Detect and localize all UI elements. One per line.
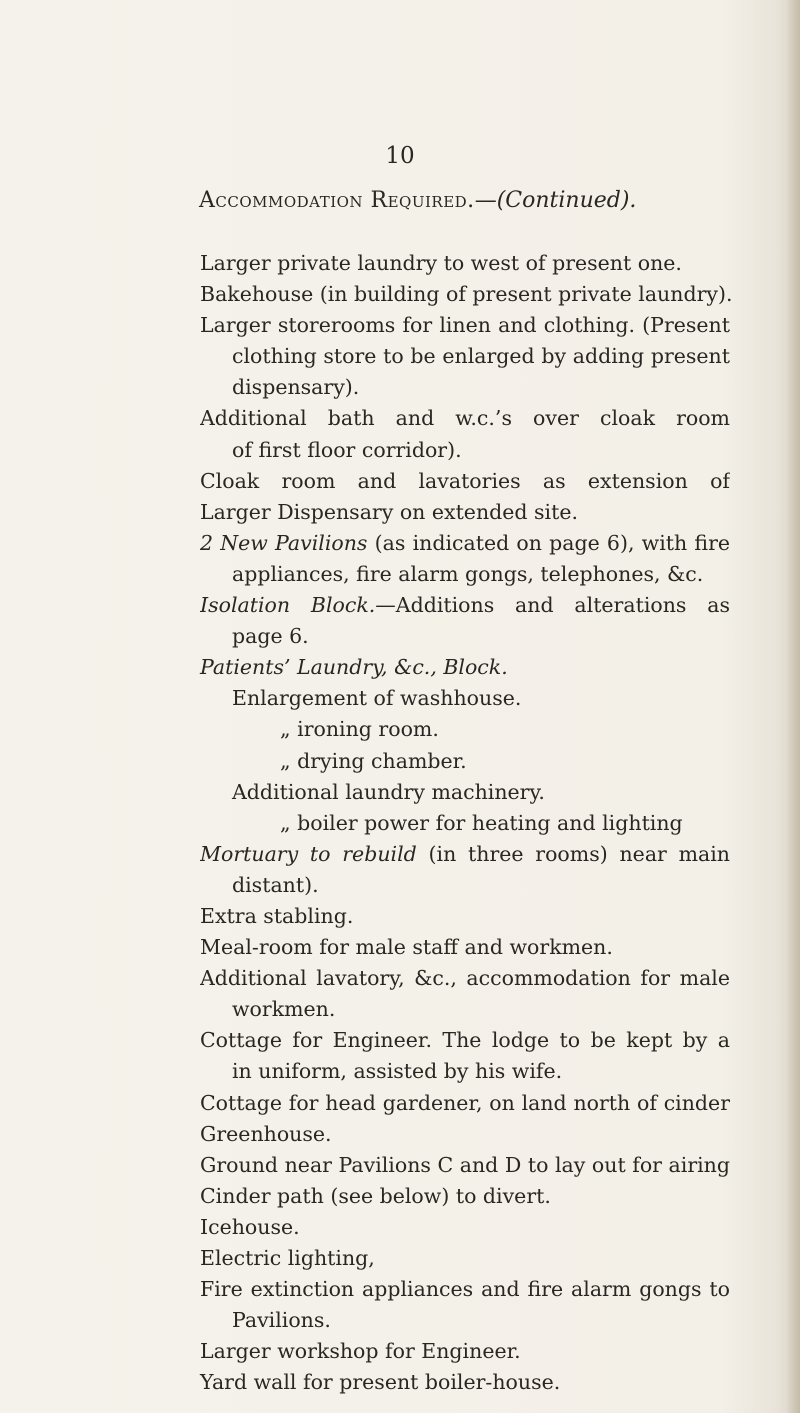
list-item-continuation: Pavilions. — [232, 1308, 331, 1333]
accommodation-list — [200, 248, 733, 1398]
list-item: Larger storerooms for linen and clothing. (Present — [200, 313, 730, 338]
page-number: 10 — [385, 143, 415, 169]
list-item: Larger private laundry to west of present one. — [200, 251, 682, 275]
list-item-continuation: workmen. — [232, 997, 336, 1022]
page-edge-shadow — [786, 0, 800, 1413]
item-heading: Mortuary to rebuild — [200, 841, 417, 866]
list-item-continuation: clothing store to be enlarged by adding present — [232, 344, 730, 369]
list-item-continuation: page 6. — [232, 624, 309, 649]
item-text: (in three rooms) near main — [428, 841, 730, 866]
list-item-continuation: dispensary). — [232, 375, 360, 400]
list-item: Cottage for head gardener, on land north of cinder — [200, 1090, 730, 1115]
subsection-heading: Patients’ Laundry, &c., Block. — [200, 655, 508, 680]
heading-continued: (Continued). — [496, 188, 637, 213]
list-item: Cinder path (see below) to divert. — [200, 1183, 551, 1208]
list-item: Icehouse. — [200, 1214, 300, 1239]
list-item-continuation: distant). — [232, 872, 319, 897]
list-item: Electric lighting, — [200, 1246, 375, 1270]
list-item-ditto: „ boiler power for heating and lighting — [280, 810, 683, 835]
list-item-continuation: of first floor corridor). — [232, 437, 462, 462]
list-item: Extra stabling. — [200, 903, 354, 928]
item-text: —Additions and alterations as — [375, 593, 730, 618]
list-item: Meal-room for male staff and workmen. — [200, 935, 613, 960]
list-item: Enlargement of washhouse. — [232, 686, 522, 711]
list-item: Yard wall for present boiler-house. — [200, 1370, 561, 1395]
list-item — [200, 839, 730, 870]
heading-title: Accommodation Required. — [199, 188, 475, 213]
heading-dash: — — [474, 188, 497, 213]
list-item: Larger workshop for Engineer. — [200, 1339, 521, 1364]
list-item-continuation: in uniform, assisted by his wife. — [232, 1059, 563, 1084]
list-item: Cottage for Engineer. The lodge to be kept by a — [200, 1028, 730, 1053]
list-item: Ground near Pavilions C and D to lay out for airing — [200, 1152, 730, 1177]
list-item: Fire extinction appliances and fire alarm gongs to — [200, 1277, 730, 1302]
item-heading: Isolation Block. — [200, 593, 376, 618]
item-heading: 2 New Pavilions — [200, 530, 368, 555]
section-heading — [199, 188, 636, 213]
list-item-continuation: appliances, fire alarm gongs, telephones, &c. — [232, 561, 704, 586]
list-item: Additional laundry machinery. — [232, 779, 545, 804]
list-item-ditto: „ drying chamber. — [280, 748, 467, 773]
item-text: (as indicated on page 6), with fire — [374, 530, 730, 555]
list-item: Greenhouse. — [200, 1121, 332, 1146]
list-item: Additional lavatory, &c., accommodation for male — [200, 966, 730, 991]
list-item: Additional bath and w.c.’s over cloak room — [200, 406, 730, 431]
list-item: Cloak room and lavatories as extension of — [200, 468, 730, 493]
list-item-ditto: „ ironing room. — [280, 717, 439, 742]
list-item: Larger Dispensary on extended site. — [200, 499, 578, 524]
list-item — [200, 590, 730, 621]
list-item — [200, 528, 730, 559]
list-item: Bakehouse (in building of present private laundry). — [200, 282, 733, 307]
